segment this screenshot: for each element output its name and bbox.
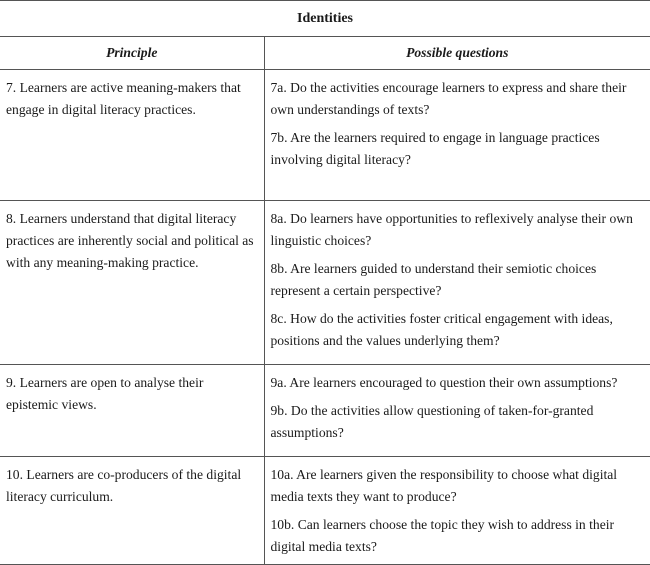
question-item: 9b. Do the activities allow questioning of taken-for-granted assumptions? [270,403,594,440]
question-item: 9a. Are learners encouraged to question their own assumptions? [270,375,618,390]
principle-cell: 9. Learners are open to analyse their epistemic views. [0,365,264,457]
question-item: 10a. Are learners given the responsibility to choose what digital media texts they want to produce? [270,467,618,504]
question-item: 7b. Are the learners required to engage in language practices involving digital literacy? [270,130,600,167]
questions-cell [264,365,650,457]
question-item: 10b. Can learners choose the topic they wish to address in their digital media texts? [270,517,615,554]
questions-cell [264,457,650,565]
column-header-possible-questions: Possible questions [264,37,650,70]
principle-cell: 10. Learners are co-producers of the digital literacy curriculum. [0,457,264,565]
questions-cell [264,201,650,365]
question-item: 7a. Do the activities encourage learners to express and share their own understandings of texts? [270,80,627,117]
question-item: 8a. Do learners have opportunities to reflexively analyse their own linguistic choices? [270,211,633,248]
table-row [0,457,650,565]
question-item: 8c. How do the activities foster critical engagement with ideas, positions and the values underlying them? [270,311,613,348]
table-row [0,70,650,201]
table-row [0,201,650,365]
table-row [0,365,650,457]
questions-cell [264,70,650,201]
table-title: Identities [0,1,650,37]
column-header-principle: Principle [0,37,264,70]
question-item: 8b. Are learners guided to understand their semiotic choices represent a certain perspective? [270,261,597,298]
principle-cell: 7. Learners are active meaning-makers that engage in digital literacy practices. [0,70,264,201]
principle-cell: 8. Learners understand that digital literacy practices are inherently social and political as with any meaning-making practice. [0,201,264,365]
